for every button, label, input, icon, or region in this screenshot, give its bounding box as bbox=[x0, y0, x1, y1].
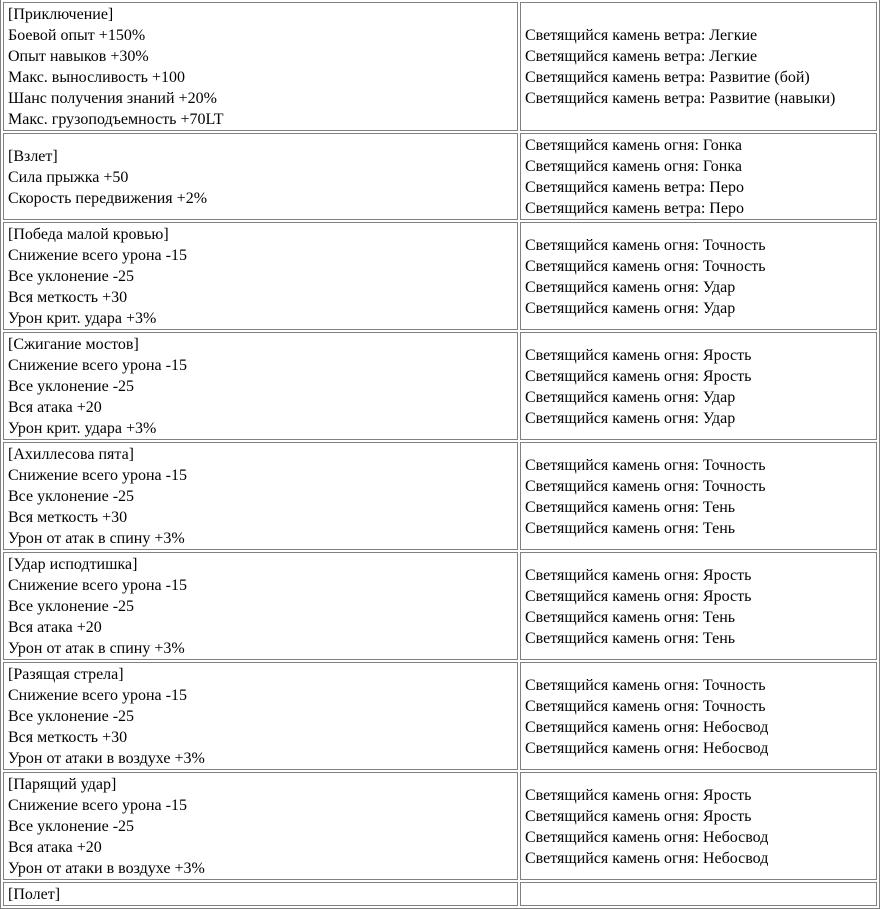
effect-line: Снижение всего урона -15 bbox=[8, 797, 187, 814]
stone-line: Светящийся камень огня: Тень bbox=[525, 629, 736, 647]
required-stones-cell bbox=[520, 222, 877, 330]
stone-line: Светящийся камень огня: Удар bbox=[525, 388, 736, 406]
stone-line: Светящийся камень огня: Ярость bbox=[525, 807, 752, 825]
combination-effects-cell bbox=[3, 442, 518, 550]
table-row bbox=[3, 882, 877, 906]
effect-line: Снижение всего урона -15 bbox=[8, 247, 187, 264]
stone-line: Светящийся камень ветра: Развитие (навыки) bbox=[525, 90, 836, 107]
table-row bbox=[3, 442, 877, 550]
effect-line: Снижение всего урона -15 bbox=[8, 577, 187, 594]
combination-effects-cell bbox=[3, 552, 518, 660]
effect-line: Вся меткость +30 bbox=[8, 729, 128, 746]
stone-line: Светящийся камень огня: Небосвод bbox=[525, 718, 769, 736]
combination-name: [Полет] bbox=[8, 886, 61, 903]
stone-line: Светящийся камень ветра: Легкие bbox=[525, 48, 758, 65]
combination-name: [Парящий удар] bbox=[8, 776, 117, 793]
combination-effects-cell bbox=[3, 772, 518, 880]
effect-line: Вся атака +20 bbox=[8, 399, 102, 416]
stone-line: Светящийся камень огня: Удар bbox=[525, 299, 736, 317]
effect-line: Все уклонение -25 bbox=[8, 378, 135, 395]
stone-line: Светящийся камень огня: Тень bbox=[525, 608, 736, 626]
stone-line: Светящийся камень огня: Точность bbox=[525, 477, 766, 495]
effect-line: Снижение всего урона -15 bbox=[8, 467, 187, 484]
effect-line: Урон крит. удара +3% bbox=[8, 420, 157, 437]
table-row bbox=[3, 552, 877, 660]
effect-line: Все уклонение -25 bbox=[8, 708, 135, 725]
stone-line: Светящийся камень огня: Небосвод bbox=[525, 849, 769, 867]
effect-line: Урон крит. удара +3% bbox=[8, 310, 157, 327]
combination-name: [Приключение] bbox=[8, 6, 114, 23]
required-stones-cell bbox=[520, 772, 877, 880]
effect-line: Сила прыжка +50 bbox=[8, 168, 129, 186]
combination-effects-cell bbox=[3, 2, 518, 131]
effect-line: Боевой опыт +150% bbox=[8, 27, 146, 44]
effect-line: Вся меткость +30 bbox=[8, 289, 128, 306]
stone-line: Светящийся камень огня: Ярость bbox=[525, 786, 752, 804]
combination-effects-cell bbox=[3, 332, 518, 440]
combination-name: [Удар исподтишка] bbox=[8, 556, 138, 573]
effect-line: Вся меткость +30 bbox=[8, 509, 128, 526]
stone-line: Светящийся камень ветра: Легкие bbox=[525, 27, 758, 44]
effect-line: Урон от атак в спину +3% bbox=[8, 530, 185, 547]
table-row bbox=[3, 222, 877, 330]
stone-line: Светящийся камень ветра: Перо bbox=[525, 179, 744, 196]
effect-line: Урон от атаки в воздухе +3% bbox=[8, 750, 205, 767]
stone-line: Светящийся камень огня: Ярость bbox=[525, 566, 752, 584]
combination-effects-cell bbox=[3, 882, 518, 906]
combination-name: [Сжигание мостов] bbox=[8, 336, 139, 353]
stone-line: Светящийся камень огня: Удар bbox=[525, 278, 736, 296]
stone-line: Светящийся камень огня: Ярость bbox=[525, 587, 752, 605]
effect-line: Шанс получения знаний +20% bbox=[8, 90, 217, 107]
table-row bbox=[3, 2, 877, 131]
stone-line: Светящийся камень огня: Гонка bbox=[525, 137, 742, 154]
effect-line: Снижение всего урона -15 bbox=[8, 687, 187, 704]
table-row bbox=[3, 772, 877, 880]
effect-line: Все уклонение -25 bbox=[8, 268, 135, 285]
effect-line: Урон от атак в спину +3% bbox=[8, 640, 185, 657]
stone-line: Светящийся камень огня: Гонка bbox=[525, 158, 742, 175]
stone-line: Светящийся камень огня: Небосвод bbox=[525, 739, 769, 757]
stone-line: Светящийся камень огня: Точность bbox=[525, 676, 766, 694]
effect-line: Все уклонение -25 bbox=[8, 818, 135, 835]
table-row bbox=[3, 662, 877, 770]
combination-name: [Разящая стрела] bbox=[8, 666, 124, 683]
combinations-table-body bbox=[3, 2, 877, 906]
required-stones-cell bbox=[520, 882, 877, 906]
required-stones-cell bbox=[520, 662, 877, 770]
stone-line: Светящийся камень огня: Тень bbox=[525, 519, 736, 537]
effect-line: Макс. выносливость +100 bbox=[8, 69, 185, 86]
stone-line: Светящийся камень огня: Точность bbox=[525, 697, 766, 715]
combination-effects-cell bbox=[3, 133, 518, 220]
combination-name: [Победа малой кровью] bbox=[8, 226, 169, 243]
required-stones-cell bbox=[520, 442, 877, 550]
effect-line: Все уклонение -25 bbox=[8, 488, 135, 505]
combination-name: [Ахиллесова пята] bbox=[8, 446, 134, 463]
table-row bbox=[3, 332, 877, 440]
stone-line: Светящийся камень огня: Точность bbox=[525, 236, 766, 254]
table-row bbox=[3, 133, 877, 220]
effect-line: Вся атака +20 bbox=[8, 619, 102, 636]
effect-line: Скорость передвижения +2% bbox=[8, 189, 208, 207]
stone-line: Светящийся камень огня: Небосвод bbox=[525, 828, 769, 846]
stone-line: Светящийся камень огня: Ярость bbox=[525, 367, 752, 385]
stone-line: Светящийся камень огня: Точность bbox=[525, 257, 766, 275]
effect-line: Опыт навыков +30% bbox=[8, 48, 149, 65]
required-stones-cell bbox=[520, 133, 877, 220]
combination-effects-cell bbox=[3, 222, 518, 330]
stone-line: Светящийся камень ветра: Перо bbox=[525, 200, 744, 217]
combination-effects-cell bbox=[3, 662, 518, 770]
effect-line: Снижение всего урона -15 bbox=[8, 357, 187, 374]
required-stones-cell bbox=[520, 2, 877, 131]
required-stones-cell bbox=[520, 552, 877, 660]
effect-line: Макс. грузоподъемность +70LT bbox=[8, 111, 224, 128]
stone-line: Светящийся камень огня: Ярость bbox=[525, 346, 752, 364]
effect-line: Урон от атаки в воздухе +3% bbox=[8, 860, 205, 877]
stone-line: Светящийся камень огня: Удар bbox=[525, 409, 736, 427]
combination-name: [Взлет] bbox=[8, 147, 58, 165]
effect-line: Все уклонение -25 bbox=[8, 598, 135, 615]
stone-line: Светящийся камень огня: Тень bbox=[525, 498, 736, 516]
stone-line: Светящийся камень ветра: Развитие (бой) bbox=[525, 69, 810, 86]
required-stones-cell bbox=[520, 332, 877, 440]
effect-line: Вся атака +20 bbox=[8, 839, 102, 856]
stone-line: Светящийся камень огня: Точность bbox=[525, 456, 766, 474]
